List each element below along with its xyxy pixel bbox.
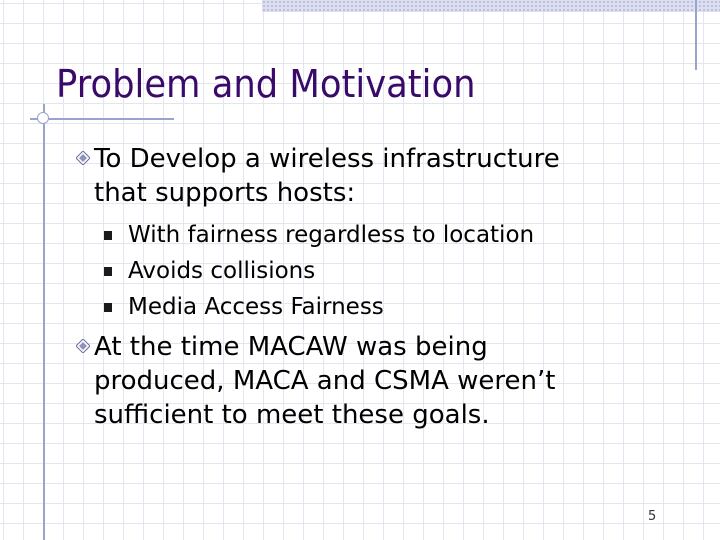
sub-item-text: Avoids collisions [128,258,316,284]
crosshair-circle-icon [37,112,49,124]
diamond-bullet-icon [76,339,90,353]
bullet-line: At the time MACAW was being [94,332,488,362]
square-bullet-icon [104,267,112,276]
square-bullet-icon [104,231,112,240]
square-bullet-icon [104,303,112,312]
list-item [104,289,534,325]
title-underline-rule [30,118,174,120]
bullet-item [76,330,636,432]
bullet-line: that supports hosts: [94,178,356,208]
bullet-item [76,142,636,210]
right-vertical-rule [695,0,697,70]
slide-title: Problem and Motivation [56,62,476,106]
bullet-line: produced, MACA and CSMA weren’t [94,366,556,396]
diamond-bullet-icon [76,151,90,165]
sub-bullet-list [104,217,534,325]
left-vertical-rule [43,104,45,540]
sub-item-text: Media Access Fairness [128,294,384,320]
bullet-line: sufficient to meet these goals. [94,400,490,430]
page-number: 5 [648,509,657,524]
sub-item-text: With fairness regardless to location [128,222,535,248]
top-decorative-band [262,0,720,12]
list-item [104,217,534,253]
list-item [104,253,534,289]
bullet-line: To Develop a wireless infrastructure [94,144,560,174]
bullet-text [76,142,636,210]
bullet-text [76,330,636,432]
